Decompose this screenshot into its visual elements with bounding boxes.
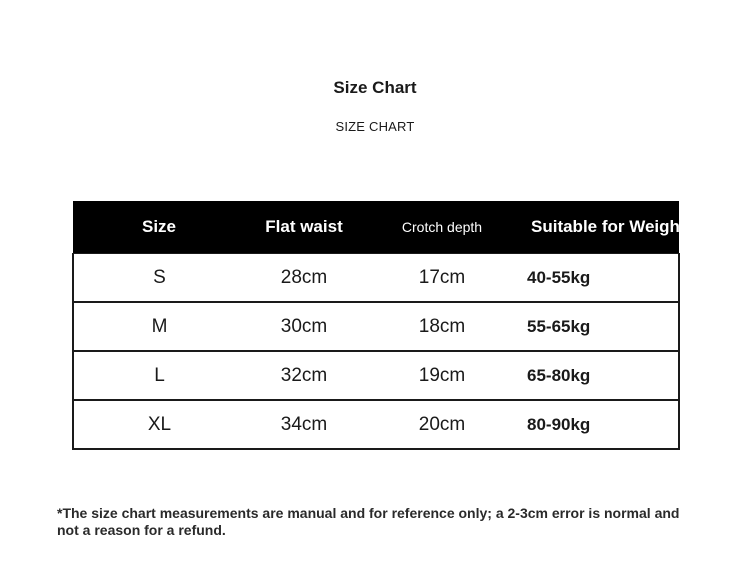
table-row [73,351,679,400]
header-flat-waist: Flat waist [245,201,363,254]
flat-waist-cell: 34cm [245,400,363,449]
table-row [73,400,679,449]
flat-waist-cell: 32cm [245,351,363,400]
flat-waist-cell: 30cm [245,302,363,351]
flat-waist-cell: 28cm [245,254,363,303]
weight-cell: 65-80kg [521,351,679,400]
crotch-depth-cell: 20cm [363,400,521,449]
size-chart-table [72,201,686,450]
size-cell: M [73,302,245,351]
disclaimer-note: *The size chart measurements are manual and for reference only; a 2-3cm error is normal and not a reason for a refund. [57,505,680,538]
table-row [73,302,679,351]
weight-cell: 80-90kg [521,400,679,449]
page-subtitle: SIZE CHART [335,119,415,134]
crotch-depth-cell: 17cm [363,254,521,303]
table-header [73,201,686,254]
header-size: Size [73,201,245,254]
weight-cell: 40-55kg [521,254,679,303]
header-suitable-weight: Suitable for Weight [521,201,679,254]
crotch-depth-cell: 18cm [363,302,521,351]
header-crotch-depth: Crotch depth [363,201,521,254]
table-row [73,254,679,303]
crotch-depth-cell: 19cm [363,351,521,400]
size-cell: S [73,254,245,303]
table-body [73,254,679,450]
table-header-row [73,201,679,254]
weight-cell: 55-65kg [521,302,679,351]
size-cell: XL [73,400,245,449]
size-cell: L [73,351,245,400]
page-title: Size Chart [333,78,417,97]
